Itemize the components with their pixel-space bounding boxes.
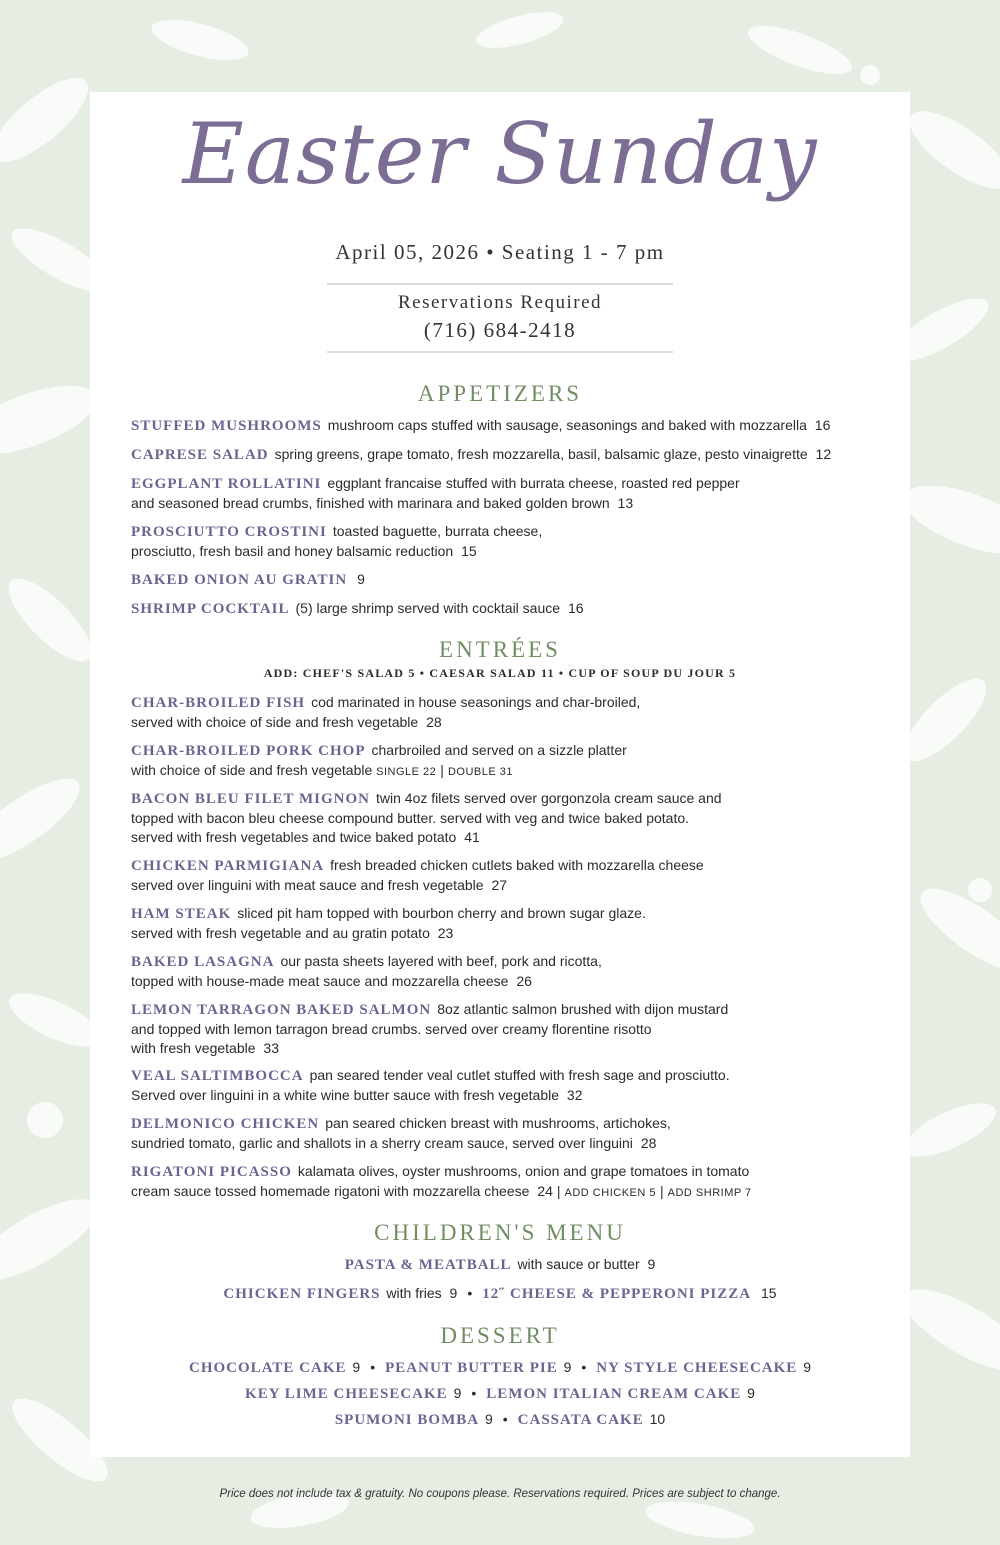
menu-item: CHAR-BROILED FISH cod marinated in house seasonings and char-broiled, served with choice of side and fresh vegetable 28 [131,694,641,730]
menu-item: BAKED LASAGNA our pasta sheets layered with beef, pork and ricotta, topped with house-made meat sauce and mozzarella cheese 26 [131,953,602,989]
menu-item: STUFFED MUSHROOMS mushroom caps stuffed with sausage, seasonings and baked with mozzarella 16 [131,417,831,434]
entree-add-ons: ADD: CHEF'S SALAD 5 • CAESAR SALAD 11 • CUP OF SOUP DU JOUR 5 [263,666,737,680]
menu-item: DELMONICO CHICKEN pan seared chicken breast with mushrooms, artichokes, sundried tomato, garlic and shallots in a sherry cream sauce, served over linguini 28 [131,1115,671,1151]
menu-item: LEMON TARRAGON BAKED SALMON 8oz atlantic salmon brushed with dijon mustard and topped with lemon tarragon bread crumbs. served over creamy florentine risotto with fresh vegetable 33 [131,1001,729,1056]
reservations-label: Reservations Required [397,292,603,313]
divider-bottom [327,351,673,353]
children-line-1: PASTA & MEATBALL with sauce or butter 9 [344,1256,656,1273]
menu-item: BAKED ONION AU GRATIN 9 [131,571,365,588]
date-seating-line: April 05, 2026 • Seating 1 - 7 pm [335,240,665,264]
menu-item: VEAL SALTIMBOCCA pan seared tender veal cutlet stuffed with fresh sage and prosciutto. Served over linguini in a white wine butter sauce with fresh vegetable 32 [131,1067,730,1103]
divider-top [327,283,673,285]
appetizers-heading: APPETIZERS [417,381,583,406]
dessert-heading: DESSERT [440,1323,560,1348]
dessert-row: CHOCOLATE CAKE 9 • PEANUT BUTTER PIE 9 • NY STYLE CHEESECAKE 9 [189,1359,811,1376]
menu-item: CHICKEN PARMIGIANA fresh breaded chicken cutlets baked with mozzarella cheese served over linguini with meat sauce and fresh vegetable 27 [131,857,704,893]
footer-disclaimer: Price does not include tax & gratuity. No coupons please. Reservations required. Prices are subject to change. [219,1488,781,1500]
menu-item: CHAR-BROILED PORK CHOP charbroiled and served on a sizzle platter with choice of side and fresh vegetable SINGLE 22 | DOUBLE 31 [131,742,627,778]
menu-item: PROSCIUTTO CROSTINI toasted baguette, burrata cheese, prosciutto, fresh basil and honey balsamic reduction 15 [131,523,543,559]
menu-item: RIGATONI PICASSO kalamata olives, oyster mushrooms, onion and grape tomatoes in tomato cream sauce tossed homemade rigatoni with mozzarella cheese 24 | ADD CHICKEN 5 | ADD SHRIMP 7 [131,1163,752,1199]
dessert-row: KEY LIME CHEESECAKE 9 • LEMON ITALIAN CREAM CAKE 9 [245,1385,755,1402]
menu-item: CAPRESE SALAD spring greens, grape tomato, fresh mozzarella, basil, balsamic glaze, pesto vinaigrette 12 [131,446,832,463]
phone-number: (716) 684-2418 [423,318,577,342]
children-line-2: CHICKEN FINGERS with fries 9 • 12˝ CHEESE & PEPPERONI PIZZA 15 [223,1285,777,1302]
dessert-row: SPUMONI BOMBA 9 • CASSATA CAKE 10 [334,1411,666,1428]
menu-item: EGGPLANT ROLLATINI eggplant francaise stuffed with burrata cheese, roasted red pepper and seasoned bread crumbs, finished with marinara and baked golden brown 13 [131,475,740,511]
entrees-heading: ENTRÉES [439,637,561,662]
childrens-menu-heading: CHILDREN'S MENU [374,1220,626,1245]
page-title: Easter Sunday [182,105,818,203]
menu-item: SHRIMP COCKTAIL (5) large shrimp served with cocktail sauce 16 [131,600,584,617]
menu-item: BACON BLEU FILET MIGNON twin 4oz filets served over gorgonzola cream sauce and topped with bacon bleu cheese compound butter. served with veg and twice baked potato. served with fresh vegetables and twice baked potato 41 [131,790,722,845]
menu-item: HAM STEAK sliced pit ham topped with bourbon cherry and brown sugar glaze. served with fresh vegetable and au gratin potato 23 [131,905,646,941]
